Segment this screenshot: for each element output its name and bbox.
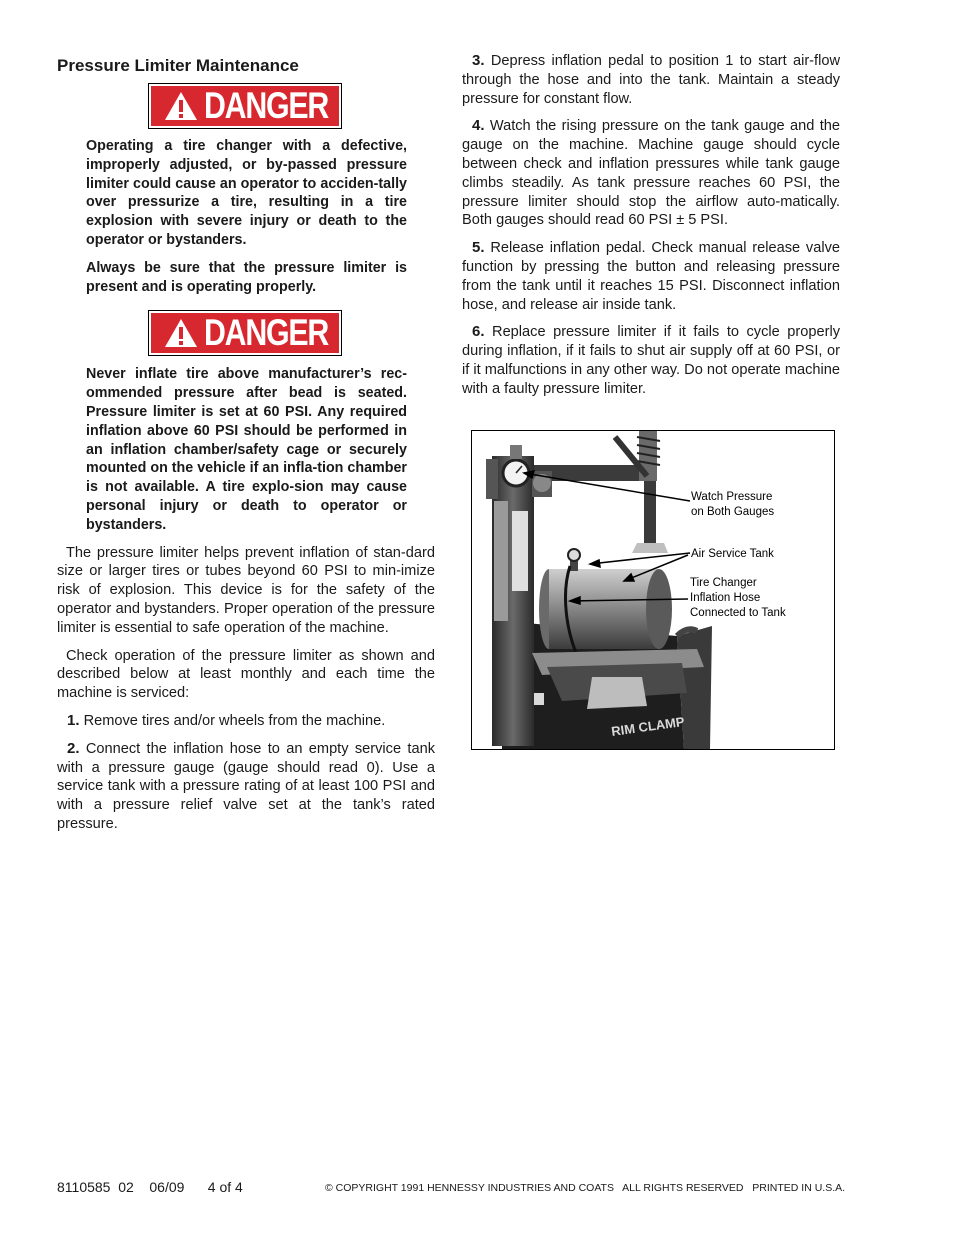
step-4 (462, 117, 840, 230)
paragraph-2: Check operation of the pressure limiter as shown and described below at least monthly and each time the machine is serviced: (57, 647, 435, 702)
step-number: 3. (472, 52, 485, 69)
step-number: 5. (472, 239, 485, 257)
callout-inflation-hose: Tire Changer Inflation Hose Connected to Tank (690, 577, 786, 619)
step-6 (462, 323, 840, 398)
step-5 (462, 239, 840, 314)
step-number: 1. (67, 711, 80, 729)
danger-word: DANGER (204, 85, 329, 126)
page-number: 4 of 4 (207, 1179, 243, 1195)
callout-air-service-tank: Air Service Tank (691, 548, 774, 560)
step-2 (57, 740, 435, 834)
footer-doc-info (57, 1178, 243, 1196)
footer-copyright: © COPYRIGHT 1991 HENNESSY INDUSTRIES AND COATS ALL RIGHTS RESERVED PRINTED IN U.S.A. (325, 1182, 846, 1194)
danger-word: DANGER (204, 312, 329, 354)
step-number: 2. (67, 739, 80, 757)
warning-triangle-icon (164, 91, 198, 121)
step-number: 6. (472, 323, 485, 341)
machine-label: RIM CLAMP (610, 713, 686, 739)
revision: 02 (118, 1179, 134, 1195)
doc-number: 8110585 (57, 1179, 111, 1195)
warning-text-1: Operating a tire changer with a defective, improperly adjusted, or by-passed pressure limiter could cause an operator to acciden-tally over pressurize a tire, resulting in a tire explosion with severe injury or death to the operator or bystanders. (86, 138, 407, 248)
right-column (462, 52, 840, 399)
step-3 (462, 52, 840, 108)
callout-watch-pressure: Watch Pressure on Both Gauges (691, 491, 775, 518)
step-1 (57, 712, 435, 731)
step-text: Remove tires and/or wheels from the machine. (83, 712, 386, 729)
section-title: Pressure Limiter Maintenance (57, 56, 299, 75)
step-number: 4. (472, 117, 485, 135)
warning-text-3: Never inflate tire above manufacturer’s rec-ommended pressure after bead is seated. Pressure limiter is set at 60 PSI. Any required inflation above 60 PSI should be performed in an inflation chamber/safety cage or securely mounted on the vehicle if an infla-tion chamber is not available. A tire explo-sion may cause personal injury or death to operator or bystanders. (86, 366, 407, 533)
step-text: Depress inflation pedal to position 1 to start air-flow through the hose and into the tank. Maintain a steady pressure for constant flow. (462, 53, 840, 107)
danger-label-2 (148, 310, 342, 356)
warning-text-2: Always be sure that the pressure limiter is present and is operating properly. (86, 259, 407, 295)
warning-triangle-icon (164, 318, 198, 348)
danger-label-1 (148, 83, 342, 129)
paragraph-1: The pressure limiter helps prevent inflation of stan-dard size or larger tires or tubes beyond 60 PSI to min-imize risk of explosion. This device is for the safety of the operator and bystanders. Proper operation of the pressure limiter is essential to safe operation of the machine. (57, 544, 435, 636)
step-text: Watch the rising pressure on the tank gauge and the gauge on the machine. Machine gauge should cycle between check and inflation pressures while tank gauge climbs steadily. As tank pressure reaches 60 PSI, the pressure limiter should stop the airflow auto-matically. Both gauges should read 60 PSI ± 5 PSI. (462, 118, 840, 229)
step-text: Replace pressure limiter if it fails to cycle properly during inflation, if it fails to shut air supply off at 60 PSI, or if it malfunctions in any other way. Do not operate machine with a faulty pressure limiter. (462, 324, 840, 397)
date: 06/09 (149, 1179, 185, 1195)
tire-changer-photo (471, 430, 835, 750)
step-text: Release inflation pedal. Check manual release valve function by pressing the button and releasing pressure from the tank until it reaches 15 PSI. Disconnect inflation hose, and release air inside tank. (462, 240, 840, 313)
step-text: Connect the inflation hose to an empty service tank with a pressure gauge (gauge should read 0). Use a service tank with a pressure rating of at least 100 PSI and with a pressure relief valve set at the tank’s rated pressure. (57, 740, 435, 832)
left-column (57, 52, 435, 834)
